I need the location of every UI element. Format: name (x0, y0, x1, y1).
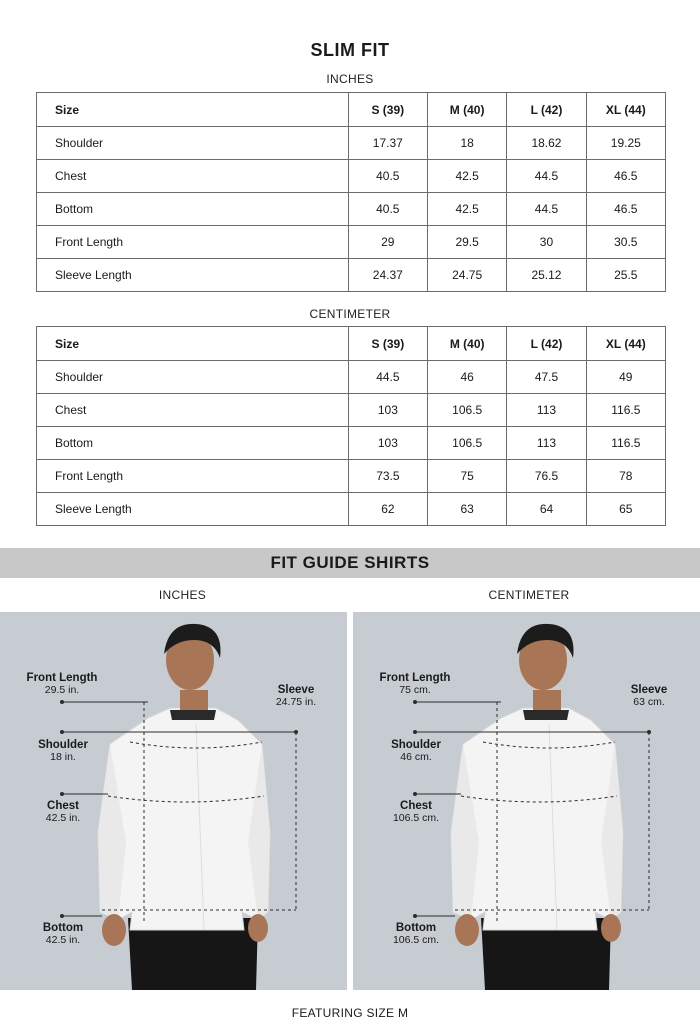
column-header: L (42) (507, 327, 586, 361)
table-cell: 24.37 (348, 259, 427, 292)
row-label: Front Length (37, 226, 349, 259)
row-label: Chest (37, 160, 349, 193)
row-label: Shoulder (37, 361, 349, 394)
table-cell: 116.5 (586, 394, 665, 427)
table-cell: 40.5 (348, 193, 427, 226)
table-cell: 113 (507, 427, 586, 460)
measure-name: Bottom (395, 922, 437, 934)
table-row (37, 493, 666, 526)
sleeve-measure (617, 684, 681, 708)
table-cell: 63 (428, 493, 507, 526)
row-label: Bottom (37, 193, 349, 226)
table-row (37, 193, 666, 226)
table-cell: 47.5 (507, 361, 586, 394)
inches-size-table (36, 92, 666, 292)
fit-guide-photo-cm (353, 612, 700, 990)
table-cell: 44.5 (348, 361, 427, 394)
row-label: Shoulder (37, 127, 349, 160)
table-cell: 46 (428, 361, 507, 394)
measure-name: Shoulder (391, 739, 441, 751)
table-header-row (37, 327, 666, 361)
row-label: Sleeve Length (37, 493, 349, 526)
table-cell: 106.5 (428, 394, 507, 427)
table-cell: 19.25 (586, 127, 665, 160)
shoulder-measure (381, 739, 451, 763)
table-cell: 106.5 (428, 427, 507, 460)
measure-value: 42.5 in. (45, 812, 81, 824)
sleeve-measure (264, 684, 328, 708)
page-title: SLIM FIT (310, 40, 390, 60)
measure-name: Front Length (379, 672, 451, 684)
table-cell: 42.5 (427, 193, 506, 226)
table-header-row (37, 93, 666, 127)
measure-value: 106.5 cm. (392, 934, 440, 946)
column-header: S (39) (348, 327, 427, 361)
table-cell: 25.12 (507, 259, 586, 292)
footer-note: FEATURING SIZE M (291, 1006, 409, 1020)
table-cell: 30 (507, 226, 586, 259)
table-cell: 18 (427, 127, 506, 160)
row-label: Bottom (37, 427, 349, 460)
table-cell: 78 (586, 460, 665, 493)
fit-guide-photo-inches (0, 612, 347, 990)
column-header: Size (37, 327, 349, 361)
table-cell: 44.5 (507, 193, 586, 226)
column-header: XL (44) (586, 327, 665, 361)
measure-value: 63 cm. (633, 696, 665, 708)
column-header: M (40) (427, 93, 506, 127)
table-cell: 73.5 (348, 460, 427, 493)
table-cell: 65 (586, 493, 665, 526)
measure-name: Sleeve (277, 684, 315, 696)
measure-value: 46 cm. (400, 751, 432, 763)
measure-name: Chest (400, 800, 432, 812)
table-cell: 76.5 (507, 460, 586, 493)
front-length-measure (369, 672, 461, 696)
row-label: Sleeve Length (37, 259, 349, 292)
column-header: M (40) (428, 327, 507, 361)
table-cell: 17.37 (348, 127, 427, 160)
table-cell: 18.62 (507, 127, 586, 160)
chest-measure (28, 800, 98, 824)
table-row (37, 259, 666, 292)
table-cell: 30.5 (586, 226, 665, 259)
measure-value: 18 in. (50, 751, 76, 763)
table-cell: 103 (348, 394, 427, 427)
guide-cm-caption: CENTIMETER (488, 588, 570, 602)
table-cell: 103 (348, 427, 427, 460)
measure-value: 75 cm. (399, 684, 431, 696)
table-row (37, 394, 666, 427)
cm-size-table (36, 326, 666, 526)
row-label: Front Length (37, 460, 349, 493)
chest-measure (381, 800, 451, 824)
table-cell: 75 (428, 460, 507, 493)
table-cell: 42.5 (427, 160, 506, 193)
table-cell: 62 (348, 493, 427, 526)
measure-value: 106.5 cm. (392, 812, 440, 824)
fit-guide-title: FIT GUIDE SHIRTS (270, 553, 430, 572)
column-header: L (42) (507, 93, 586, 127)
column-header: S (39) (348, 93, 427, 127)
measure-value: 29.5 in. (44, 684, 80, 696)
table-cell: 44.5 (507, 160, 586, 193)
bottom-measure (28, 922, 98, 946)
measure-name: Chest (47, 800, 79, 812)
front-length-measure (16, 672, 108, 696)
table-cell: 113 (507, 394, 586, 427)
table-row (37, 361, 666, 394)
measure-name: Shoulder (38, 739, 88, 751)
table-row (37, 427, 666, 460)
table-row (37, 226, 666, 259)
bottom-measure (381, 922, 451, 946)
cm-table-caption: CENTIMETER (309, 307, 391, 321)
inches-table-caption: INCHES (326, 72, 374, 86)
table-cell: 40.5 (348, 160, 427, 193)
table-cell: 29 (348, 226, 427, 259)
table-row (37, 127, 666, 160)
table-cell: 29.5 (427, 226, 506, 259)
measure-value: 42.5 in. (45, 934, 81, 946)
table-row (37, 160, 666, 193)
column-header: XL (44) (586, 93, 665, 127)
column-header: Size (37, 93, 349, 127)
table-cell: 46.5 (586, 193, 665, 226)
table-cell: 49 (586, 361, 665, 394)
measure-value: 24.75 in. (275, 696, 317, 708)
shoulder-measure (28, 739, 98, 763)
measure-name: Bottom (42, 922, 84, 934)
measure-name: Front Length (26, 672, 98, 684)
table-cell: 64 (507, 493, 586, 526)
table-cell: 25.5 (586, 259, 665, 292)
guide-inches-caption: INCHES (158, 588, 207, 602)
table-cell: 116.5 (586, 427, 665, 460)
measure-name: Sleeve (630, 684, 668, 696)
row-label: Chest (37, 394, 349, 427)
table-row (37, 460, 666, 493)
table-cell: 24.75 (427, 259, 506, 292)
table-cell: 46.5 (586, 160, 665, 193)
